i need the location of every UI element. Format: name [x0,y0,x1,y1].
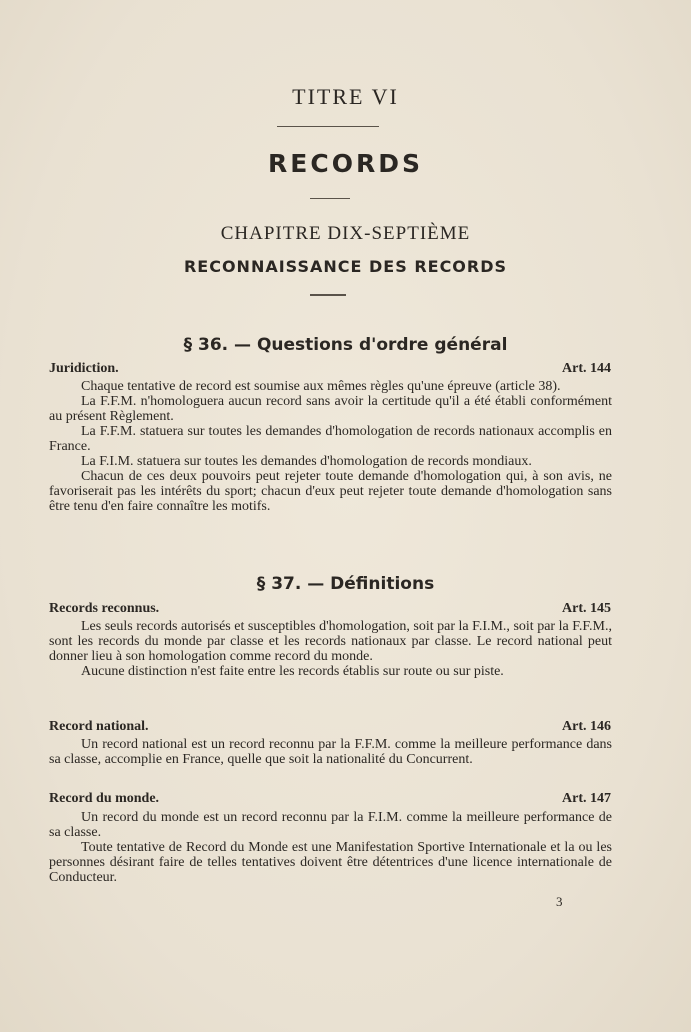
paragraph: Aucune distinction n'est faite entre les records établis sur route ou sur piste. [81,664,504,679]
paragraph: Les seuls records autorisés et susceptibles d'homologation, soit par la F.I.M., soit par la F.F.M., sont les records du monde par classe et les records nationaux par classe. Le record national peut donner lieu à son homologation comme record du monde. [49,619,612,664]
article-body [49,810,612,885]
article-name: Record national. [49,719,149,734]
article-heading [49,601,611,617]
paragraph: Chacun de ces deux pouvoirs peut rejeter toute demande d'homologation qui, à son avis, ne favoriserait pas les intérêts du sport; chacun d'eux peut rejeter toute demande d'homologation sans être tenu d'en faire connaître les motifs. [49,469,612,514]
article-number: Art. 145 [562,601,611,616]
titre-heading: TITRE VI [292,84,399,109]
paragraph: Un record du monde est un record reconnu par la F.I.M. comme la meilleure performance de sa classe. [49,810,612,840]
chapitre-subheading: RECONNAISSANCE DES RECORDS [183,257,508,276]
paragraph: Un record national est un record reconnu par la F.F.M. comme la meilleure performance dans sa classe, accomplie en France, quelle que soit la nationalité du Concurrent. [49,737,612,767]
article-heading [49,719,611,735]
article-body [49,379,612,514]
article-body [49,737,612,767]
article-number: Art. 147 [562,791,611,806]
article-number: Art. 146 [562,719,611,734]
divider [310,198,350,199]
article-name: Juridiction. [49,361,119,376]
article-name: Record du monde. [49,791,160,806]
paragraph: Toute tentative de Record du Monde est une Manifestation Sportive Internationale et la ou les personnes désirant faire de telles tentatives doivent être détentrices d'une licence internationale de Conducteur. [49,840,612,885]
section-36-title: § 36. — Questions d'ordre général [183,335,508,355]
section-37-title: § 37. — Définitions [256,574,435,594]
article-heading [49,791,611,807]
article-heading [49,361,611,377]
paragraph: La F.F.M. n'homologuera aucun record sans avoir la certitude qu'il a été établi conformément au présent Règlement. [49,394,612,424]
article-number: Art. 144 [562,361,611,376]
divider [310,294,346,296]
records-heading: RECORDS [268,149,423,178]
divider [277,126,379,127]
chapitre-heading: CHAPITRE DIX-SEPTIÈME [220,223,471,244]
article-name: Records reconnus. [49,601,160,616]
paragraph: La F.F.M. statuera sur toutes les demandes d'homologation de records nationaux accomplis en France. [49,424,612,454]
article-body [49,619,612,679]
paragraph: La F.I.M. statuera sur toutes les demandes d'homologation de records mondiaux. [81,454,532,469]
page-number: 3 [556,894,563,909]
paragraph: Chaque tentative de record est soumise aux mêmes règles qu'une épreuve (article 38). [81,379,561,394]
